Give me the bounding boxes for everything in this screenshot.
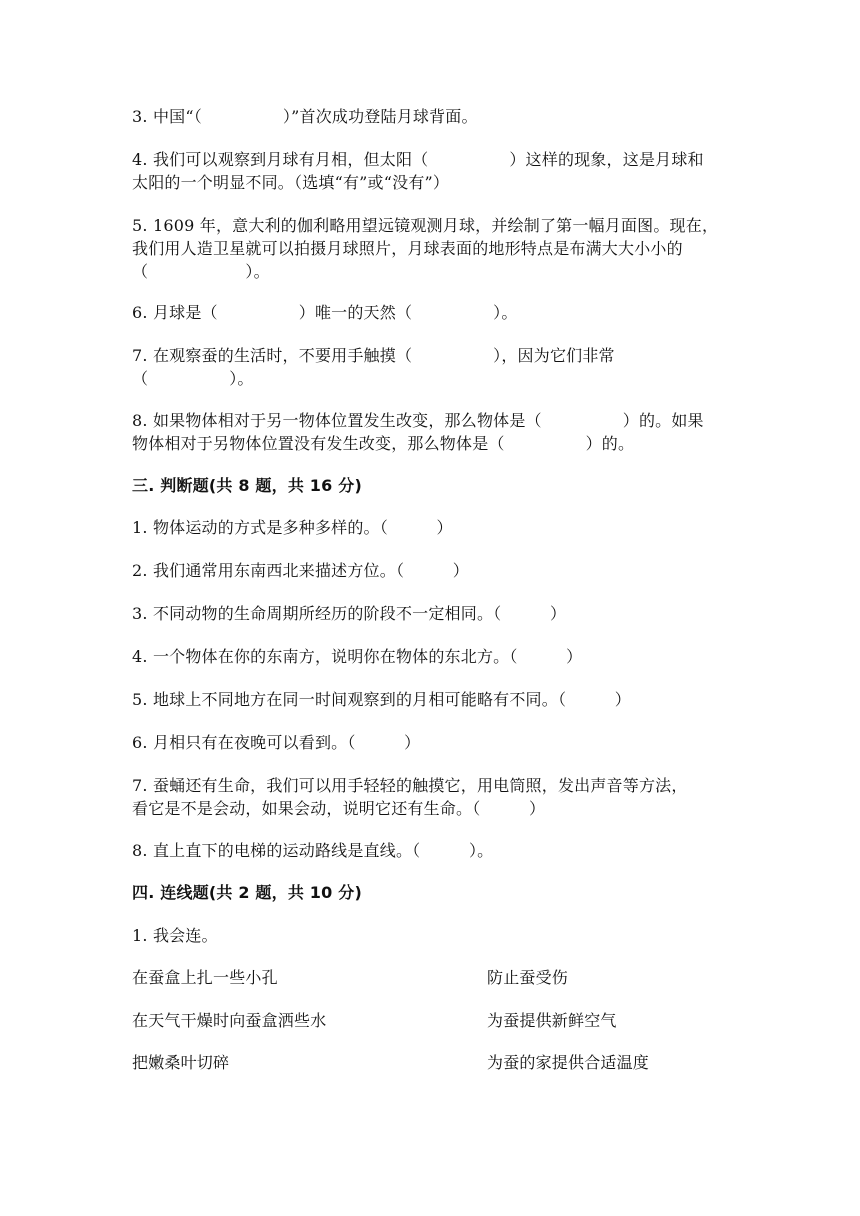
fill-q6-line-1: 6. 月球是（ ）唯一的天然（ ）。 <box>132 303 518 322</box>
judge-q1: 1. 物体运动的方式是多种多样的。（ ） <box>132 518 453 537</box>
fill-q5-line-3: （ ）。 <box>132 262 270 281</box>
judge-q7-line-2: 看它是不是会动，如果会动，说明它还有生命。（ ） <box>132 799 546 818</box>
fill-q4-line-1: 4. 我们可以观察到月球有月相，但太阳（ ）这样的现象，这是月球和 <box>132 150 704 169</box>
fill-q3-line-1: 3. 中国“（ ）”首次成功登陆月球背面。 <box>132 107 478 126</box>
section-judge-title: 三. 判断题(共 8 题，共 16 分) <box>132 476 362 495</box>
judge-q5: 5. 地球上不同地方在同一时间观察到的月相可能略有不同。（ ） <box>132 690 631 709</box>
fill-q8-line-2: 物体相对于另物体位置没有发生改变，那么物体是（ ）的。 <box>132 434 635 453</box>
judge-q4: 4. 一个物体在你的东南方，说明你在物体的东北方。（ ） <box>132 647 583 666</box>
judge-q3: 3. 不同动物的生命周期所经历的阶段不一定相同。（ ） <box>132 604 567 623</box>
match-left-1: 在蚕盒上扎一些小孔 <box>132 968 278 987</box>
match-left-2: 在天气干燥时向蚕盒洒些水 <box>132 1011 327 1030</box>
fill-q4-line-2: 太阳的一个明显不同。（选填“有”或“没有”） <box>132 173 450 192</box>
fill-q7-line-1: 7. 在观察蚕的生活时，不要用手触摸（ ），因为它们非常 <box>132 346 615 365</box>
judge-q8: 8. 直上直下的电梯的运动路线是直线。（ ）。 <box>132 841 494 860</box>
match-right-2: 为蚕提供新鲜空气 <box>487 1011 617 1030</box>
match-right-3: 为蚕的家提供合适温度 <box>487 1053 650 1072</box>
fill-q7-line-2: （ ）。 <box>132 369 254 388</box>
judge-q7-line-1: 7. 蚕蛹还有生命，我们可以用手轻轻的触摸它，用电筒照，发出声音等方法， <box>132 776 688 795</box>
judge-q2: 2. 我们通常用东南西北来描述方位。（ ） <box>132 561 469 580</box>
match-right-1: 防止蚕受伤 <box>487 968 569 987</box>
fill-q5-line-1: 5. 1609 年，意大利的伽利略用望远镜观测月球，并绘制了第一幅月面图。现在， <box>132 216 719 235</box>
fill-q5-line-2: 我们用人造卫星就可以拍摄月球照片，月球表面的地形特点是布满大大小小的 <box>132 239 683 258</box>
judge-q6: 6. 月相只有在夜晚可以看到。（ ） <box>132 733 421 752</box>
section-match-title: 四. 连线题(共 2 题，共 10 分) <box>132 883 362 902</box>
fill-q8-line-1: 8. 如果物体相对于另一物体位置发生改变，那么物体是（ ）的。如果 <box>132 411 704 430</box>
match-q1: 1. 我会连。 <box>132 926 218 945</box>
match-left-3: 把嫩桑叶切碎 <box>132 1053 230 1072</box>
